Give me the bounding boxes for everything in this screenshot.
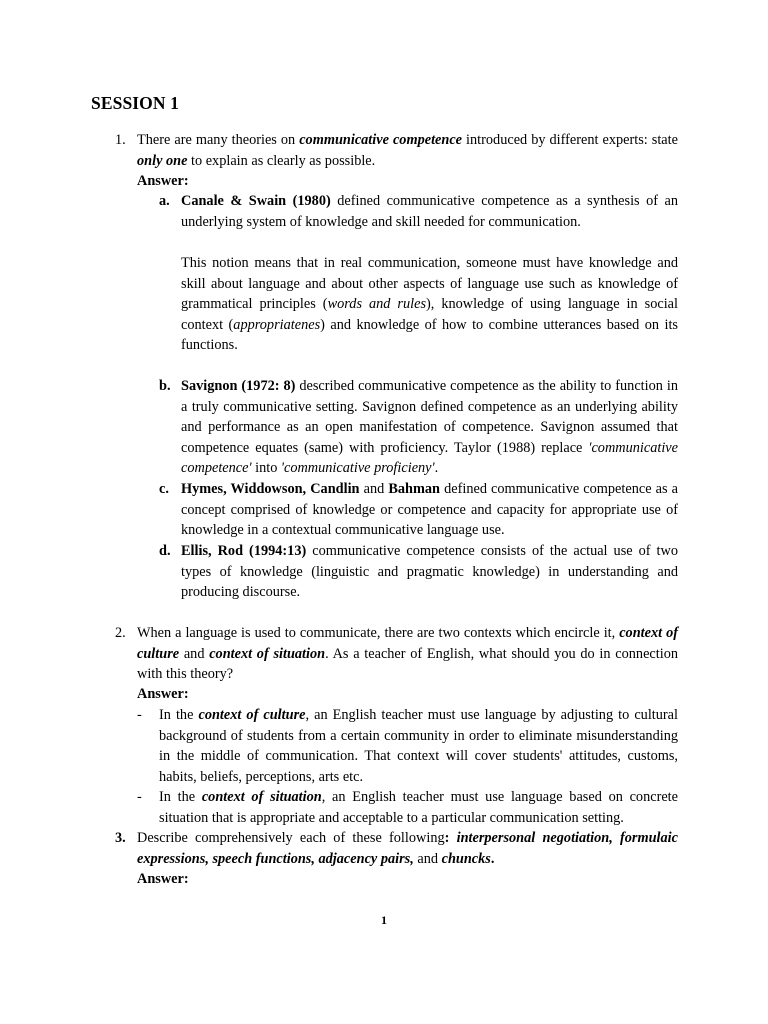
question-1-answer-label: Answer: [137, 173, 189, 189]
question-1-number: 1. [115, 132, 126, 148]
question-2-text: When a language is used to communicate, there are two contexts which encircle it, context of culture and context of situation. As a teacher of English, what should you do in connection with this theory? [137, 625, 678, 683]
question-3-text: Describe comprehensively each of these following: interpersonal negotiation, formulaic expressions, speech functions, adjacency pairs, and chuncks. [137, 830, 678, 867]
context-of-culture-answer: In the context of culture, an English teacher must use language by adjusting to cultural background of students from a certain community in order to eliminate misunderstanding in the middle of communication. That context will cover students' attitudes, customs, habits, beliefs, perceptions, arts etc. [159, 707, 678, 785]
situation-dash: - [137, 789, 142, 805]
question-1-text: There are many theories on communicative competence introduced by different experts: state only one to explain as clearly as possible. [137, 132, 678, 169]
question-2-number: 2. [115, 625, 126, 641]
culture-dash: - [137, 707, 142, 723]
session-heading: SESSION 1 [91, 93, 179, 113]
answer-a-text: Canale & Swain (1980) defined communicative competence as a synthesis of an underlying system of knowledge and skill needed for communication. [181, 193, 678, 230]
answer-c-marker: c. [159, 481, 169, 497]
answer-d-text: Ellis, Rod (1994:13) communicative competence consists of the actual use of two types of knowledge (linguistic and pragmatic knowledge) in understanding and producing discourse. [181, 543, 678, 601]
answer-b-marker: b. [159, 378, 171, 394]
question-3-answer-label: Answer: [137, 871, 189, 887]
answer-c-text: Hymes, Widdowson, Candlin and Bahman defined communicative competence as a concept comprised of knowledge or competence and capacity for appropriate use of knowledge in a contextual communicative language use. [181, 481, 679, 539]
page-number: 1 [381, 913, 387, 927]
question-3-number: 3. [115, 830, 126, 846]
answer-b-text: Savignon (1972: 8) described communicative competence as the ability to function in a truly communicative setting. Savignon defined competence as an underlying ability and performance as an open manifestation of competence. Savignon assumed that competence equates (same) with proficiency. Taylor (1988) replace 'communicative competence' into 'communicative proficieny'. [181, 378, 679, 477]
answer-a-explanation: This notion means that in real communication, someone must have knowledge and skill about language and about other aspects of language use such as knowledge of grammatical principles (words and rules), knowledge of using language in social context (appropriatenes) and knowledge of how to combine utterances based on its functions. [181, 255, 678, 354]
context-of-situation-answer: In the context of situation, an English teacher must use language based on concrete situation that is appropriate and acceptable to a particular communication setting. [159, 789, 679, 826]
answer-d-marker: d. [159, 543, 171, 559]
question-2-answer-label: Answer: [137, 686, 189, 702]
answer-a-marker: a. [159, 193, 170, 209]
